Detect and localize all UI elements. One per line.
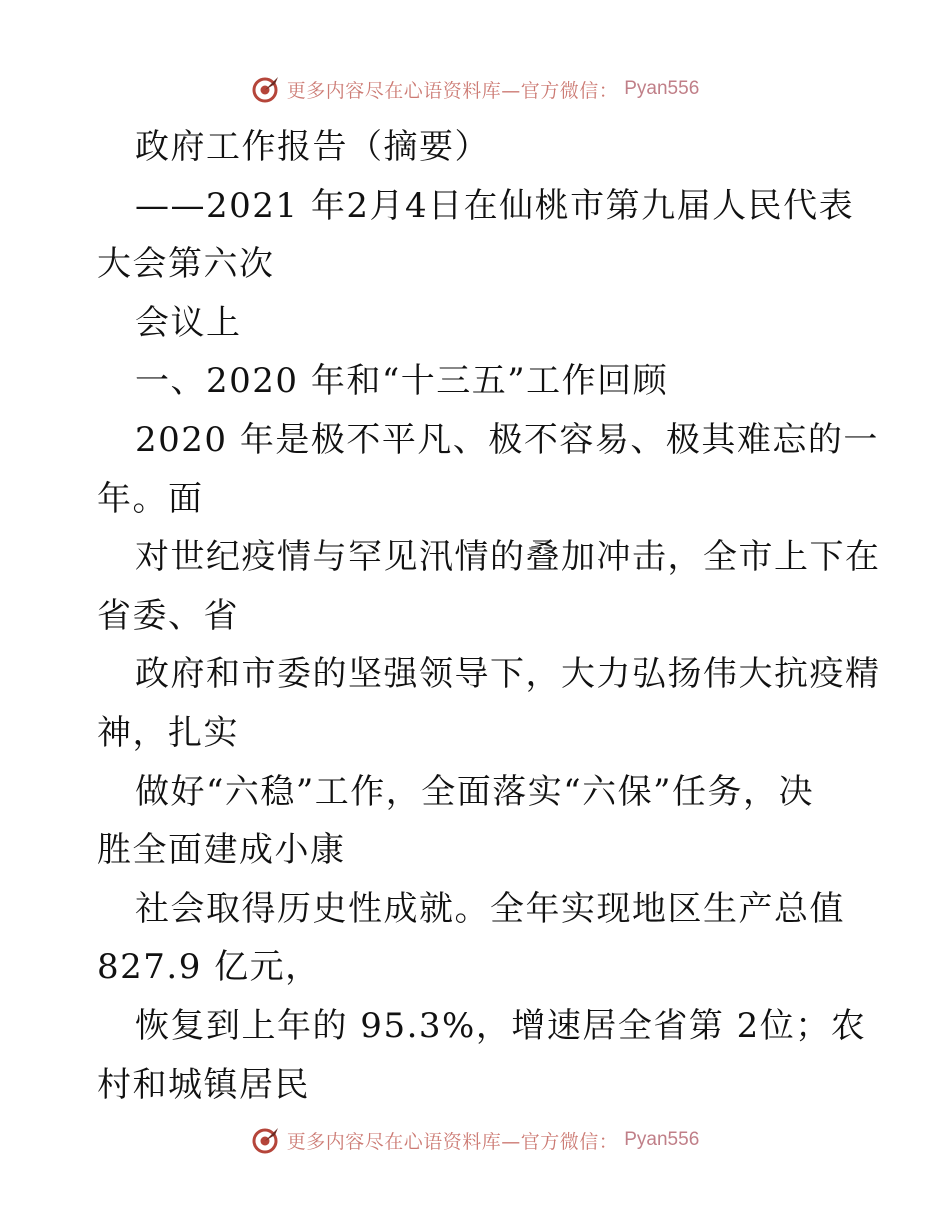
text-line: 会议上 [135, 302, 242, 343]
text-line: 村和城镇居民 [97, 1064, 310, 1105]
watermark-wechat-id: Pyan556 [624, 1129, 700, 1150]
watermark-text: 更多内容尽在心语资料库—官方微信： [286, 1130, 619, 1153]
text-line: 胜全面建成小康 [97, 830, 346, 871]
text-line: 827.9 亿元， [97, 947, 321, 988]
footer-watermark [0, 1123, 950, 1157]
text-line: 一、2020 年和“十三五”工作回顾 [135, 361, 669, 402]
document-body [97, 118, 881, 1114]
text-line: 对世纪疫情与罕见汛情的叠加冲击，全市上下在 [135, 537, 881, 578]
text-line: 2020 年是极不平凡、极不容易、极其难忘的一 [135, 419, 879, 460]
text-line: 政府和市委的坚强领导下，大力弘扬伟大抗疫精 [135, 654, 881, 695]
text-line: ——2021 年2月4日在仙桃市第九届人民代表 [135, 185, 855, 226]
text-line: 社会取得历史性成就。全年实现地区生产总值 [135, 888, 845, 929]
text-line: 省委、省 [97, 595, 239, 636]
text-line: 大会第六次 [97, 244, 275, 285]
header-watermark [0, 72, 950, 106]
watermark-text: 更多内容尽在心语资料库—官方微信： [286, 79, 619, 102]
text-line: 年。面 [97, 478, 204, 519]
text-line: 做好“六稳”工作，全面落实“六保”任务，决 [135, 771, 815, 812]
watermark-wechat-id: Pyan556 [624, 78, 700, 99]
text-line: 神，扎实 [97, 712, 239, 753]
quill-logo-icon [251, 1125, 281, 1155]
text-line: 政府工作报告（摘要） [135, 127, 490, 167]
watermark-inner [251, 1125, 700, 1155]
text-line: 恢复到上年的 95.3%，增速居全省第 2位；农 [135, 1005, 867, 1046]
quill-logo-icon [251, 74, 281, 104]
watermark-inner [251, 74, 700, 104]
